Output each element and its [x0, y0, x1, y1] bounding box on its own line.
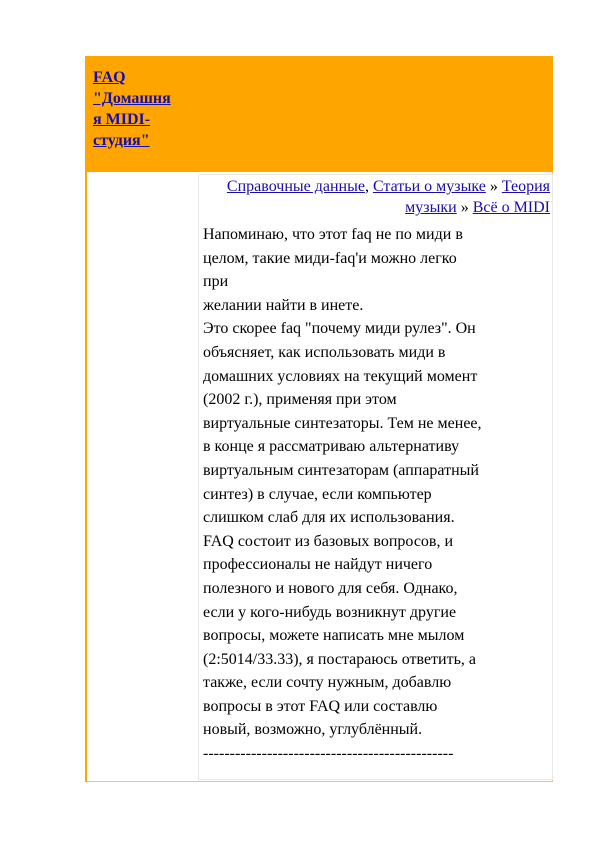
faq-title-line[interactable]: я MIDI-: [93, 111, 151, 128]
breadcrumb-comma: ,: [364, 178, 373, 195]
breadcrumb: [200, 176, 550, 218]
breadcrumb-link-music-articles[interactable]: Статьи о музыке: [372, 178, 486, 195]
article-line: новый, возможно, углублённый.: [203, 721, 423, 739]
article-line: виртуальным синтезаторам (аппаратный: [203, 461, 479, 479]
breadcrumb-link-music-theory[interactable]: Теория музыки: [405, 178, 550, 216]
faq-title-line[interactable]: FAQ: [93, 69, 126, 86]
left-column-border: [85, 172, 87, 782]
article-line: при: [203, 273, 229, 291]
breadcrumb-separator: »: [456, 199, 473, 216]
article-line: вопросы, можете написать мне мылом: [203, 627, 465, 645]
faq-title-link[interactable]: [93, 67, 198, 151]
article-line: желании найти в инете.: [203, 296, 364, 314]
breadcrumb-separator: »: [485, 178, 502, 195]
breadcrumb-link-reference-data[interactable]: Справочные данные: [226, 178, 365, 195]
article-line: в конце я рассматриваю альтернативу: [203, 438, 460, 456]
article-divider: -----------------------------------------------: [203, 745, 454, 763]
article-line: синтез) в случае, если компьютер: [203, 485, 432, 503]
article-line: целом, такие миди-faq'и можно легко: [203, 249, 457, 267]
article-line: если у кого-нибудь возникнут другие: [203, 603, 457, 621]
article-line: домашних условиях на текущий момент: [203, 367, 478, 385]
article-line: (2002 г.), применяя при этом: [203, 391, 397, 409]
article-line: слишком слаб для их использования.: [203, 509, 455, 527]
article-line: профессионалы не найдут ничего: [203, 556, 433, 574]
article-line: (2:5014/33.33), я постараюсь ответить, а: [203, 650, 476, 668]
article-body: [203, 223, 553, 766]
article-line: также, если сочту нужным, добавлю: [203, 674, 452, 692]
faq-title-line[interactable]: "Домашня: [93, 90, 171, 107]
article-line: FAQ состоит из базовых вопросов, и: [203, 532, 454, 550]
breadcrumb-link-all-about-midi[interactable]: Всё о MIDI: [472, 199, 550, 216]
faq-title-line[interactable]: студия": [93, 132, 150, 149]
article-line: объясняет, как использовать миди в: [203, 343, 446, 361]
article-line: Это скорее faq "почему миди рулез". Он: [203, 320, 476, 338]
article-line: Напоминаю, что этот faq не по миди в: [203, 226, 463, 243]
article-line: полезного и нового для себя. Однако,: [203, 579, 458, 597]
article-line: виртуальные синтезаторы. Тем не менее,: [203, 414, 482, 432]
article-line: вопросы в этот FAQ или составлю: [203, 697, 438, 715]
